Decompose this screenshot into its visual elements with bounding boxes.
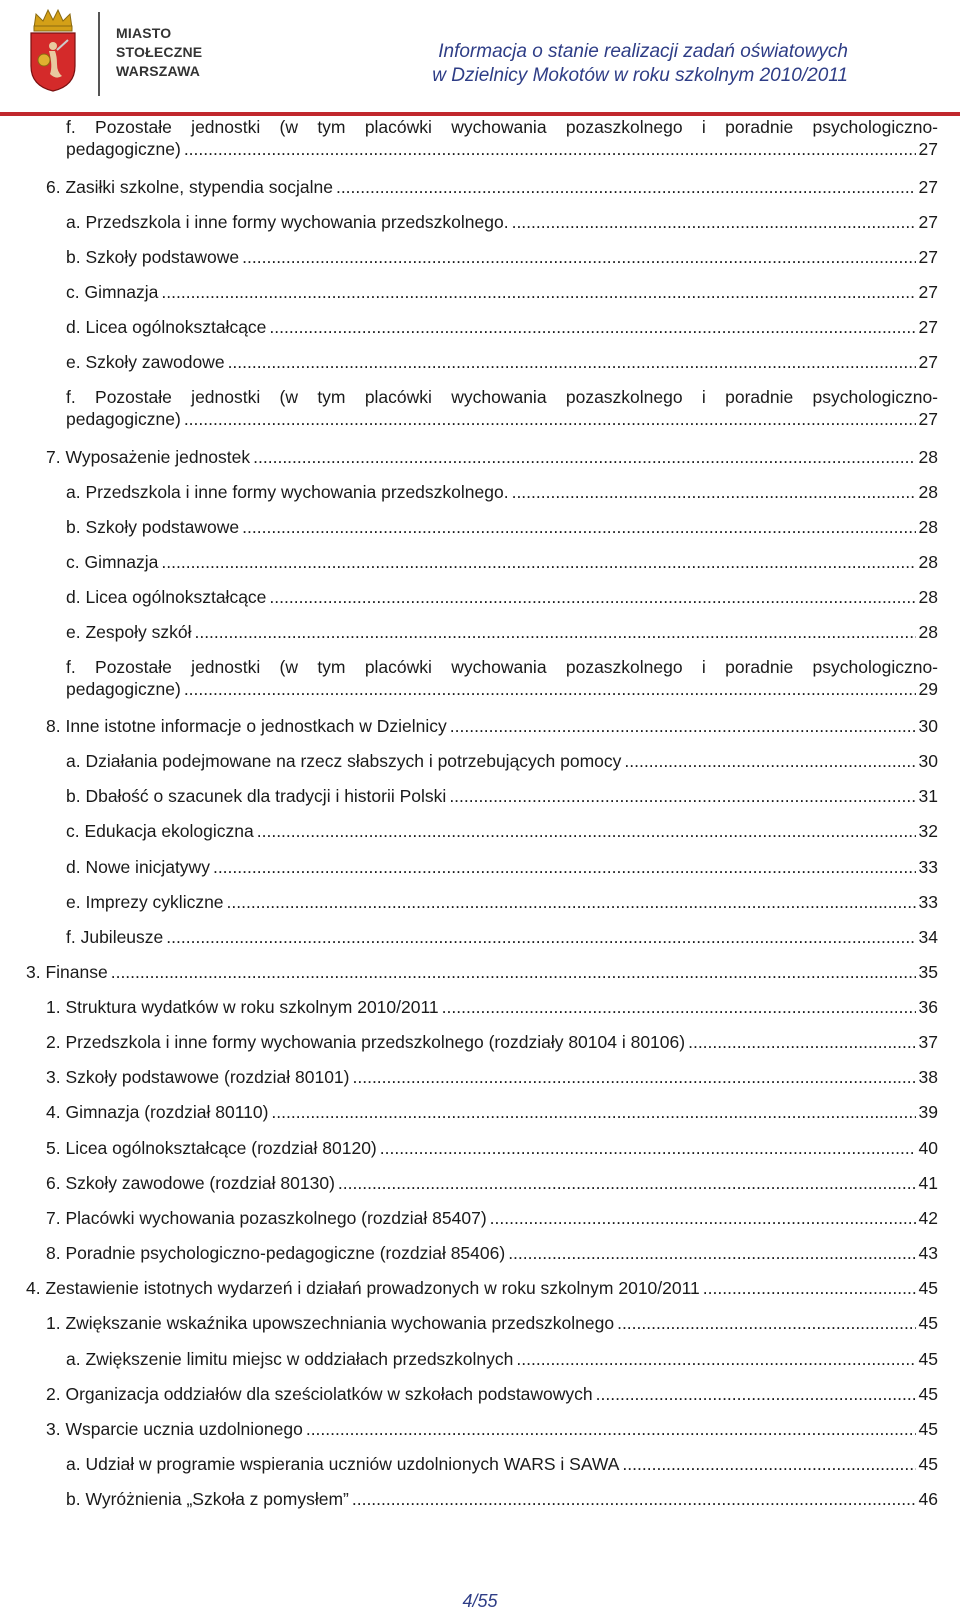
toc-entry[interactable] <box>66 281 938 303</box>
toc-entry[interactable] <box>66 926 938 948</box>
page-header <box>0 0 960 118</box>
dot-leader <box>213 856 916 878</box>
toc-entry-line <box>46 1418 938 1440</box>
toc-entry-line <box>66 1488 938 1510</box>
dot-leader <box>508 1242 915 1264</box>
toc-entry-page-number: 27 <box>918 352 938 372</box>
page-number: 4/55 <box>462 1591 498 1611</box>
toc-entry-line <box>46 1137 938 1159</box>
toc-entry-page-number: 45 <box>918 1313 938 1333</box>
logo-line-1: MIASTO <box>116 25 172 41</box>
toc-entry-page-number: 31 <box>918 786 938 806</box>
dot-leader <box>703 1277 916 1299</box>
dot-leader <box>380 1137 916 1159</box>
toc-entry-title: d. Licea ogólnokształcące <box>66 317 267 337</box>
toc-entry-title: d. Nowe inicjatywy <box>66 857 210 877</box>
toc-entry-line <box>46 446 938 468</box>
toc-entry-title: c. Gimnazja <box>66 282 159 302</box>
toc-entry-line <box>66 586 938 608</box>
toc-entry-title: a. Przedszkola i inne formy wychowania przedszkolnego. <box>66 212 509 232</box>
toc-entry-line <box>46 1172 938 1194</box>
toc-entry-page-number: 37 <box>918 1032 938 1052</box>
toc-entry[interactable] <box>66 856 938 878</box>
toc-entry-title: c. Edukacja ekologiczna <box>66 821 254 841</box>
toc-entry[interactable] <box>26 1277 938 1299</box>
toc-entry-line <box>46 1066 938 1088</box>
dot-leader <box>512 211 916 233</box>
toc-entry-title: pedagogiczne) <box>66 139 181 159</box>
toc-entry-page-number: 29 <box>918 679 938 699</box>
toc-entry-title: 4. Zestawienie istotnych wydarzeń i działań prowadzonych w roku szkolnym 2010/2011 <box>26 1278 700 1298</box>
toc-entry-line <box>66 1348 938 1370</box>
toc-entry-line <box>66 408 938 430</box>
toc-entry-page-number: 27 <box>918 139 938 159</box>
toc-entry-line <box>46 176 938 198</box>
dot-leader <box>111 961 916 983</box>
toc-entry-title-line: f. Pozostałe jednostki (w tym placówki wychowania pozaszkolnego i poradnie psychologiczno- <box>66 387 938 407</box>
toc-entry-title-line: f. Pozostałe jednostki (w tym placówki wychowania pozaszkolnego i poradnie psychologiczno- <box>66 117 938 137</box>
toc-entry-line <box>46 1242 938 1264</box>
document-title-line-1: Informacja o stanie realizacji zadań oświatowych <box>438 41 848 62</box>
dot-leader <box>271 1101 915 1123</box>
toc-entry-title: c. Gimnazja <box>66 552 159 572</box>
dot-leader <box>194 621 915 643</box>
toc-entry-page-number: 34 <box>918 927 938 947</box>
toc-entry-line <box>66 820 938 842</box>
toc-entry-line <box>66 621 938 643</box>
toc-entry-page-number: 40 <box>918 1138 938 1158</box>
toc-entry-line <box>46 996 938 1018</box>
toc-entry-page-number: 32 <box>918 821 938 841</box>
toc-entry-line <box>66 1453 938 1475</box>
toc-entry[interactable] <box>66 211 938 233</box>
dot-leader <box>688 1031 915 1053</box>
dot-leader <box>184 408 916 430</box>
logo-line-3: WARSZAWA <box>116 63 201 79</box>
dot-leader <box>596 1383 916 1405</box>
dot-leader <box>227 891 916 913</box>
toc-entry[interactable] <box>66 351 938 373</box>
toc-entry-page-number: 27 <box>918 247 938 267</box>
toc-entry-title: d. Licea ogólnokształcące <box>66 587 267 607</box>
toc-entry-line <box>26 961 938 983</box>
toc-entry-page-number: 30 <box>918 716 938 736</box>
toc-entry-page-number: 33 <box>918 892 938 912</box>
toc-entry-line <box>66 246 938 268</box>
dot-leader <box>184 138 916 160</box>
toc-entry-page-number: 28 <box>918 552 938 572</box>
toc-entry[interactable] <box>46 176 938 198</box>
toc-entry-page-number: 27 <box>918 409 938 429</box>
toc-entry[interactable] <box>66 516 938 538</box>
toc-entry-title: pedagogiczne) <box>66 409 181 429</box>
toc-entry-line <box>66 281 938 303</box>
toc-entry[interactable] <box>66 586 938 608</box>
dot-leader <box>353 1066 916 1088</box>
toc-entry-title: a. Działania podejmowane na rzecz słabszych i potrzebujących pomocy <box>66 751 622 771</box>
dot-leader <box>253 446 915 468</box>
toc-entry[interactable] <box>46 1207 938 1229</box>
dot-leader <box>161 551 915 573</box>
dot-leader <box>622 1453 915 1475</box>
toc-entry-line <box>66 678 938 700</box>
toc-entry-title: b. Dbałość o szacunek dla tradycji i historii Polski <box>66 786 447 806</box>
toc-entry-title: 3. Finanse <box>26 962 108 982</box>
toc-entry-page-number: 27 <box>918 317 938 337</box>
toc-entry-title: 6. Zasiłki szkolne, stypendia socjalne <box>46 177 333 197</box>
toc-entry[interactable] <box>66 1453 938 1475</box>
toc-entry-page-number: 41 <box>918 1173 938 1193</box>
toc-entry-title: 5. Licea ogólnokształcące (rozdział 80120) <box>46 1138 377 1158</box>
toc-entry-title: 6. Szkoły zawodowe (rozdział 80130) <box>46 1173 335 1193</box>
toc-entry-page-number: 33 <box>918 857 938 877</box>
warsaw-crest-icon <box>26 6 80 92</box>
toc-entry-title-line: f. Pozostałe jednostki (w tym placówki wychowania pozaszkolnego i poradnie psychologiczno- <box>66 657 938 677</box>
dot-leader <box>184 678 916 700</box>
toc-entry-line <box>46 1312 938 1334</box>
toc-entry-line <box>66 856 938 878</box>
toc-entry-page-number: 45 <box>918 1278 938 1298</box>
toc-entry[interactable] <box>26 961 938 983</box>
toc-entry[interactable] <box>66 1348 938 1370</box>
toc-entry[interactable] <box>46 1383 938 1405</box>
dot-leader <box>490 1207 916 1229</box>
toc-entry[interactable] <box>66 246 938 268</box>
toc-entry-title: b. Wyróżnienia „Szkoła z pomysłem” <box>66 1489 349 1509</box>
toc-entry[interactable] <box>46 1066 938 1088</box>
toc-entry-title: 8. Inne istotne informacje o jednostkach w Dzielnicy <box>46 716 447 736</box>
dot-leader <box>450 715 916 737</box>
dot-leader <box>516 1348 915 1370</box>
dot-leader <box>228 351 916 373</box>
toc-entry-page-number: 46 <box>918 1489 938 1509</box>
toc-entry-title: 1. Zwiększanie wskaźnika upowszechniania wychowania przedszkolnego <box>46 1313 615 1333</box>
toc-entry[interactable] <box>46 1137 938 1159</box>
dot-leader <box>624 750 915 772</box>
toc-entry-page-number: 28 <box>918 447 938 467</box>
dot-leader <box>257 820 916 842</box>
toc-entry-page-number: 45 <box>918 1454 938 1474</box>
document-title <box>432 40 848 88</box>
toc-entry-page-number: 28 <box>918 622 938 642</box>
toc-entry-page-number: 39 <box>918 1102 938 1122</box>
toc-entry[interactable] <box>46 1418 938 1440</box>
toc-entry-page-number: 28 <box>918 482 938 502</box>
dot-leader <box>161 281 915 303</box>
toc-entry-title: e. Szkoły zawodowe <box>66 352 225 372</box>
toc-entry-title: b. Szkoły podstawowe <box>66 517 240 537</box>
toc-entry-title: pedagogiczne) <box>66 679 181 699</box>
logo-line-2: STOŁECZNE <box>116 44 203 60</box>
toc-entry-page-number: 43 <box>918 1243 938 1263</box>
toc-entry[interactable] <box>66 820 938 842</box>
toc-entry-page-number: 45 <box>918 1419 938 1439</box>
dot-leader <box>336 176 916 198</box>
dot-leader <box>269 586 915 608</box>
dot-leader <box>512 481 916 503</box>
toc-entry-line <box>66 211 938 233</box>
toc-entry-line <box>66 785 938 807</box>
toc-entry[interactable] <box>66 656 938 700</box>
dot-leader <box>306 1418 916 1440</box>
toc-entry-line <box>66 138 938 160</box>
toc-entry-title: 7. Placówki wychowania pozaszkolnego (rozdział 85407) <box>46 1208 487 1228</box>
toc-entry-line <box>66 551 938 573</box>
toc-entry-line <box>46 1031 938 1053</box>
toc-entry-line <box>46 1101 938 1123</box>
toc-entry[interactable] <box>46 1312 938 1334</box>
city-logo-text <box>116 24 202 81</box>
toc-entry-page-number: 42 <box>918 1208 938 1228</box>
toc-entry[interactable] <box>46 1242 938 1264</box>
toc-entry-line <box>46 1207 938 1229</box>
toc-entry-title: a. Przedszkola i inne formy wychowania przedszkolnego. <box>66 482 509 502</box>
toc-entry-title: e. Imprezy cykliczne <box>66 892 224 912</box>
dot-leader <box>166 926 915 948</box>
toc-entry-page-number: 30 <box>918 751 938 771</box>
toc-entry[interactable] <box>66 891 938 913</box>
toc-entry-line <box>66 351 938 373</box>
document-title-line-2: w Dzielnicy Mokotów w roku szkolnym 2010/2011 <box>432 65 848 86</box>
toc-entry[interactable] <box>46 446 938 468</box>
toc-entry-title: 2. Przedszkola i inne formy wychowania przedszkolnego (rozdziały 80104 i 80106) <box>46 1032 686 1052</box>
toc-entry-title: f. Jubileusze <box>66 927 164 947</box>
toc-entry-title: 3. Szkoły podstawowe (rozdział 80101) <box>46 1067 350 1087</box>
toc-entry[interactable] <box>46 1101 938 1123</box>
toc-entry[interactable] <box>66 116 938 160</box>
toc-entry-page-number: 27 <box>918 212 938 232</box>
toc-entry-line <box>66 891 938 913</box>
toc-entry-title: 8. Poradnie psychologiczno-pedagogiczne (rozdział 85406) <box>46 1243 506 1263</box>
dot-leader <box>269 316 915 338</box>
toc-entry-page-number: 28 <box>918 587 938 607</box>
toc-entry[interactable] <box>66 750 938 772</box>
dot-leader <box>617 1312 915 1334</box>
toc-entry-page-number: 38 <box>918 1067 938 1087</box>
toc-entry-line <box>46 1383 938 1405</box>
toc-entry-title: 3. Wsparcie ucznia uzdolnionego <box>46 1419 303 1439</box>
toc-entry-page-number: 28 <box>918 517 938 537</box>
toc-entry[interactable] <box>46 715 938 737</box>
toc-entry-line <box>26 1277 938 1299</box>
toc-entry[interactable] <box>46 1172 938 1194</box>
toc-entry-title: e. Zespoły szkół <box>66 622 192 642</box>
toc-entry-line <box>66 516 938 538</box>
toc-entry-line <box>46 715 938 737</box>
toc-entry[interactable] <box>66 481 938 503</box>
toc-entry-title: 7. Wyposażenie jednostek <box>46 447 251 467</box>
toc-entry[interactable] <box>66 785 938 807</box>
dot-leader <box>442 996 916 1018</box>
logo-divider <box>98 12 100 96</box>
toc-entry-title: 2. Organizacja oddziałów dla sześciolatków w szkołach podstawowych <box>46 1384 593 1404</box>
toc-entry[interactable] <box>46 1031 938 1053</box>
toc-entry[interactable] <box>66 621 938 643</box>
toc-entry-line <box>66 481 938 503</box>
toc-entry-title: b. Szkoły podstawowe <box>66 247 240 267</box>
toc-entry[interactable] <box>46 996 938 1018</box>
toc-entry-page-number: 27 <box>918 177 938 197</box>
toc-entry-line <box>66 926 938 948</box>
dot-leader <box>449 785 915 807</box>
toc-entry[interactable] <box>66 316 938 338</box>
dot-leader <box>242 516 915 538</box>
toc-entry-title: a. Udział w programie wspierania uczniów uzdolnionych WARS i SAWA <box>66 1454 620 1474</box>
toc-entry-line <box>66 750 938 772</box>
toc-entry[interactable] <box>66 551 938 573</box>
toc-entry[interactable] <box>66 386 938 430</box>
toc-entry-page-number: 35 <box>918 962 938 982</box>
dot-leader <box>352 1488 916 1510</box>
toc-entry-page-number: 45 <box>918 1384 938 1404</box>
toc-entry-page-number: 27 <box>918 282 938 302</box>
toc-entry-page-number: 36 <box>918 997 938 1017</box>
toc-entry-page-number: 45 <box>918 1349 938 1369</box>
toc-entry-title: 1. Struktura wydatków w roku szkolnym 2010/2011 <box>46 997 439 1017</box>
toc-entry-title: 4. Gimnazja (rozdział 80110) <box>46 1102 269 1122</box>
dot-leader <box>338 1172 916 1194</box>
dot-leader <box>242 246 915 268</box>
toc-entry-title: a. Zwiększenie limitu miejsc w oddziałach przedszkolnych <box>66 1349 514 1369</box>
toc-entry-line <box>66 316 938 338</box>
toc-entry[interactable] <box>66 1488 938 1510</box>
